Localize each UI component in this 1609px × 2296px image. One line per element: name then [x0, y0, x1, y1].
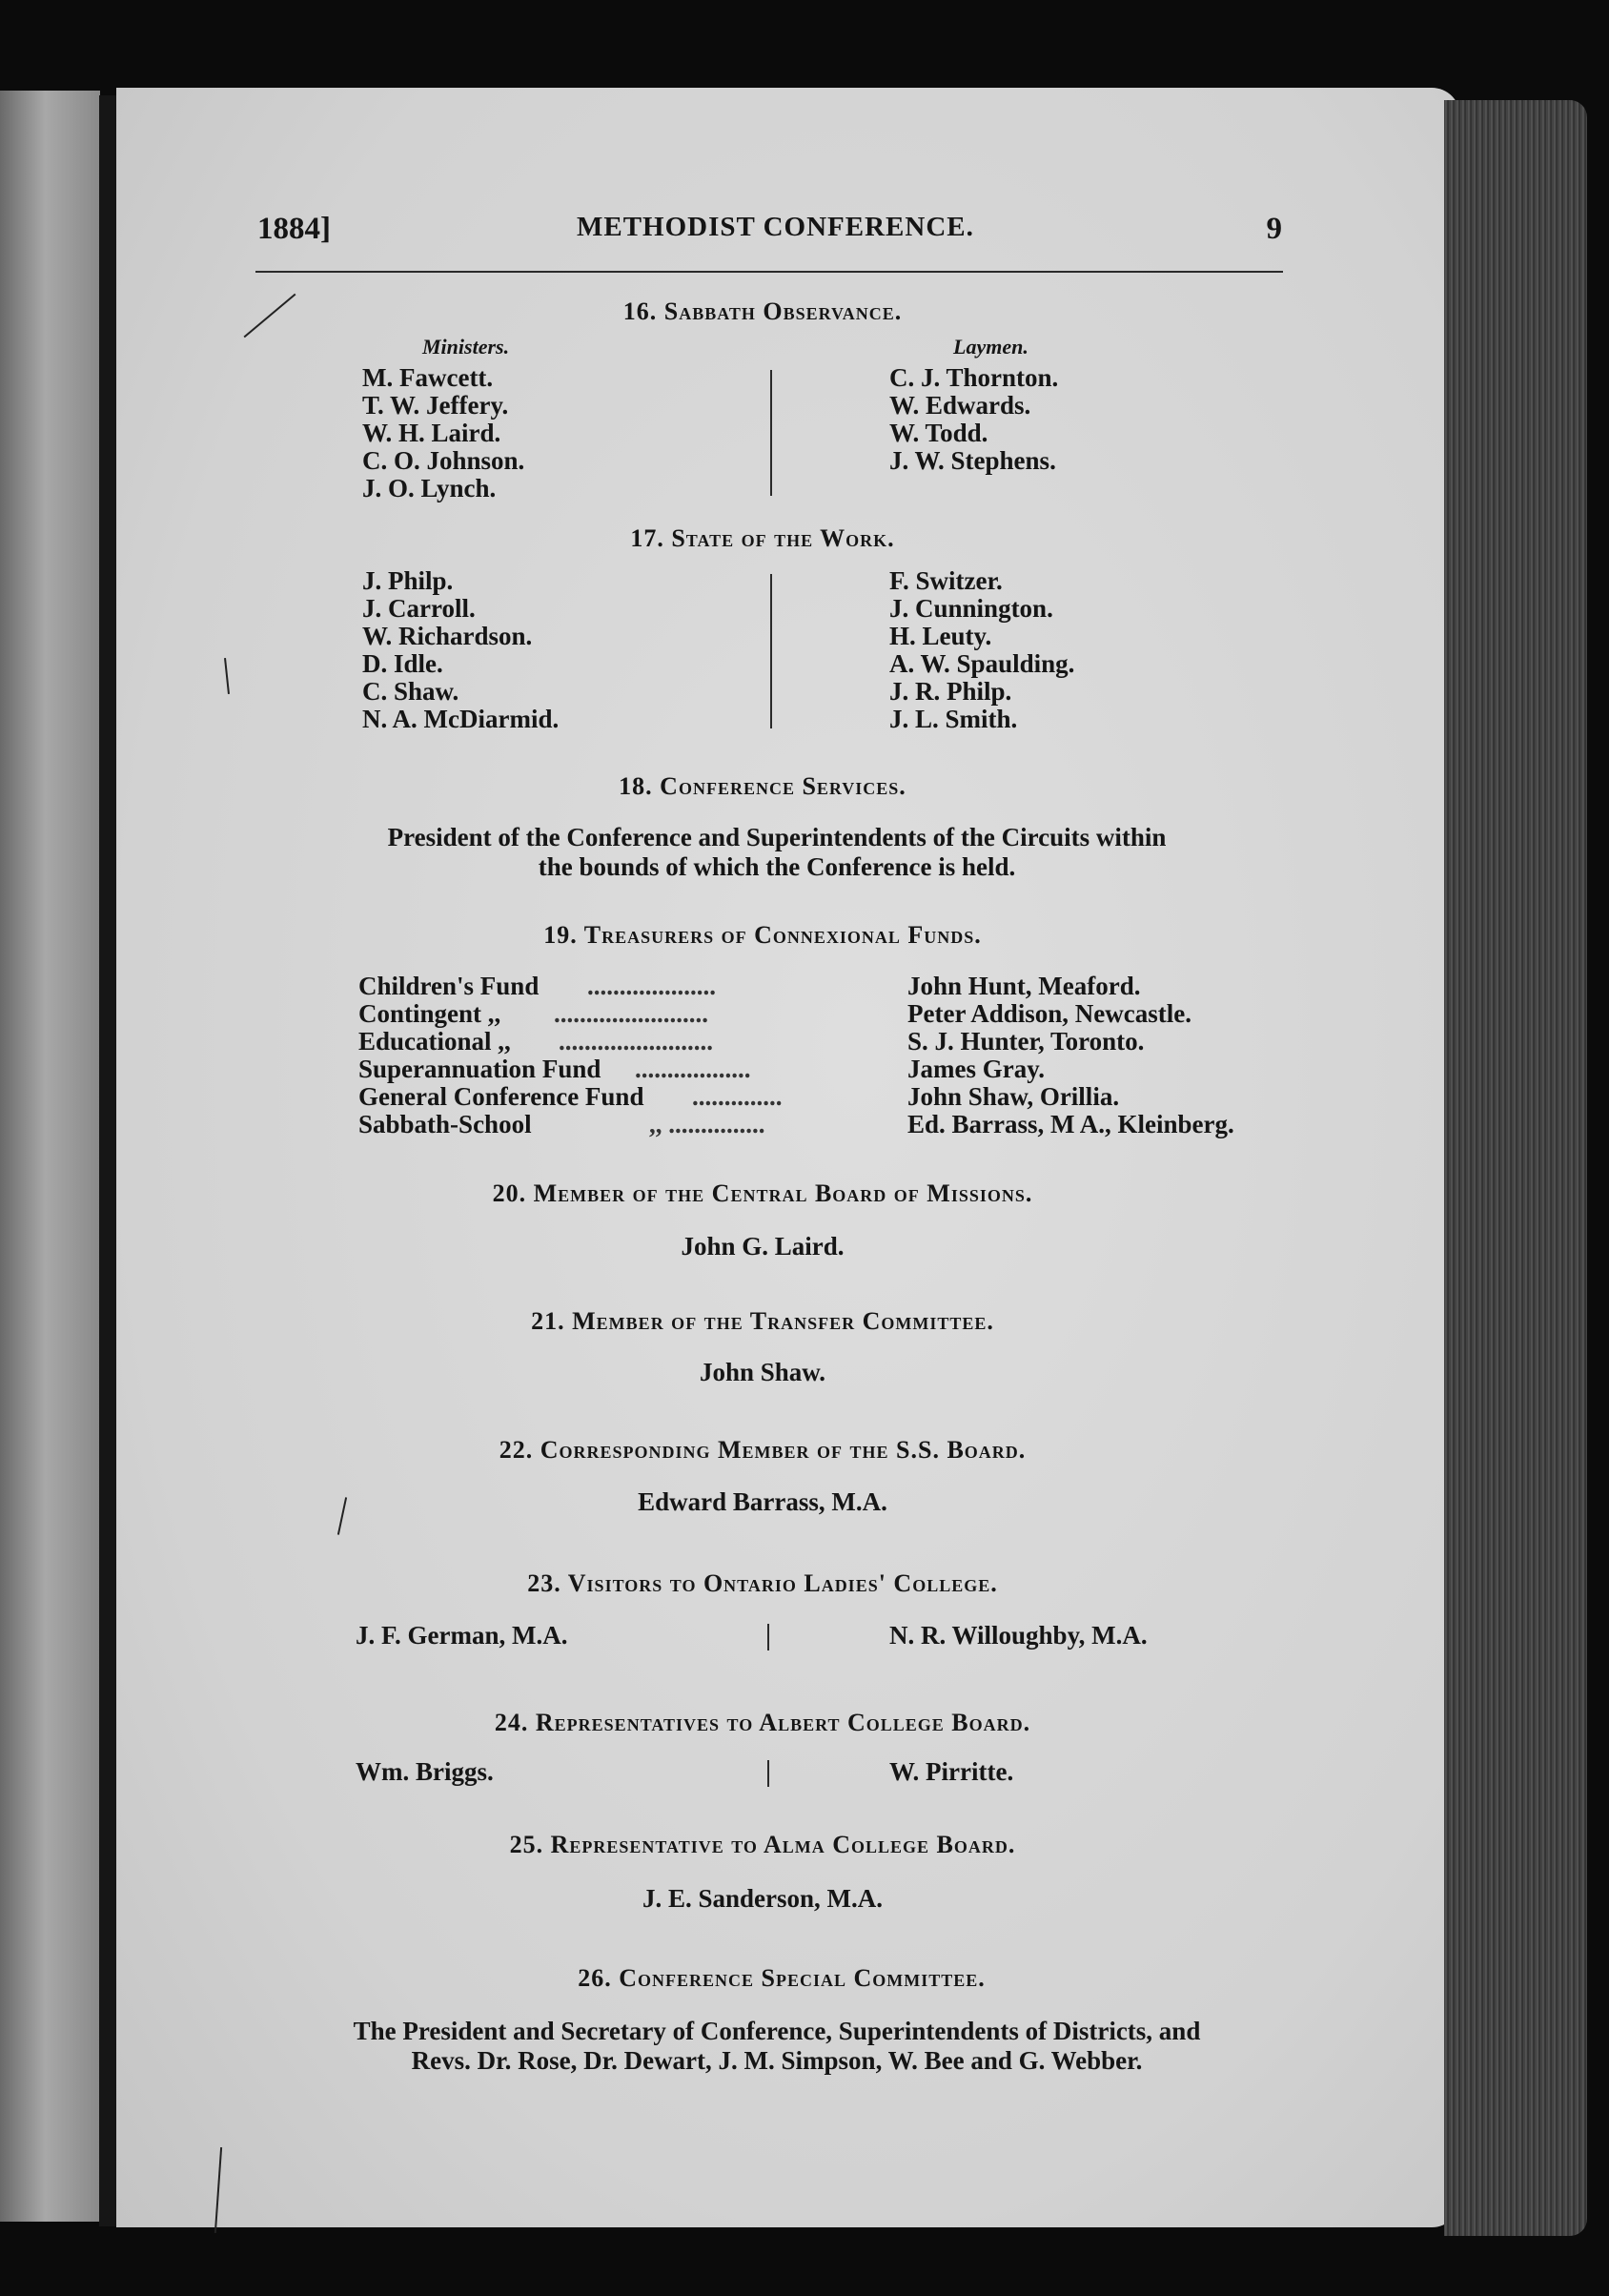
section-26-line-1: The President and Secretary of Conference, Superintendents of Districts, and: [353, 2017, 1201, 2045]
pencil-mark: [224, 658, 230, 694]
running-head-title: METHODIST CONFERENCE.: [577, 212, 974, 242]
layman-name: J. W. Stephens.: [889, 446, 1056, 475]
column-divider: [770, 370, 772, 496]
member-name: D. Idle.: [362, 649, 443, 678]
leader-dots: ....................: [587, 972, 716, 1000]
leader-dots: ..............: [692, 1082, 783, 1111]
column-divider: [767, 1624, 769, 1650]
member-name: J. Carroll.: [362, 594, 476, 623]
section-16-heading: 16. Sabbath Observance.: [622, 297, 903, 325]
fund-row: [358, 1110, 1273, 1138]
page-number: 9: [1266, 212, 1282, 246]
section-25-heading: 25. Representative to Alma College Board.: [509, 1831, 1016, 1858]
layman-name: C. J. Thornton.: [889, 363, 1059, 392]
member-name: J. L. Smith.: [889, 705, 1018, 733]
column-divider: [770, 574, 772, 728]
member-name: J. Cunnington.: [889, 594, 1053, 623]
running-head-year: 1884]: [257, 212, 331, 246]
column-divider: [767, 1760, 769, 1787]
member-name: H. Leuty.: [889, 622, 992, 650]
pencil-mark: [244, 294, 296, 338]
minister-name: W. H. Laird.: [362, 419, 501, 447]
fund-row: [358, 972, 1273, 999]
leader-dots: ..................: [635, 1055, 751, 1083]
pencil-mark: [214, 2147, 222, 2233]
minister-name: M. Fawcett.: [362, 363, 494, 392]
section-20-heading: 20. Member of the Central Board of Missions.: [492, 1179, 1033, 1207]
fund-row: [358, 999, 1273, 1027]
member-name: N. A. McDiarmid.: [362, 705, 560, 733]
minister-name: C. O. Johnson.: [362, 446, 525, 475]
section-17-heading: 17. State of the Work.: [630, 524, 895, 552]
fund-name: Educational ,,: [358, 1027, 511, 1056]
minister-name: T. W. Jeffery.: [362, 391, 509, 420]
leader-dots: ........................: [554, 999, 708, 1028]
header-rule: [255, 271, 1283, 273]
fund-name: Sabbath-School: [358, 1110, 532, 1138]
member-name: J. Philp.: [362, 566, 454, 595]
leader-dots: ........................: [559, 1027, 713, 1056]
section-25-name: J. E. Sanderson, M.A.: [642, 1884, 884, 1913]
leader-dots: ,, ...............: [649, 1110, 765, 1138]
section-18-line-2: the bounds of which the Conference is held.: [538, 852, 1016, 881]
treasurer-name: James Gray.: [907, 1055, 1045, 1083]
pencil-mark: [337, 1497, 347, 1535]
treasurer-name: John Hunt, Meaford.: [907, 972, 1141, 1000]
section-18-line-1: President of the Conference and Superintendents of the Circuits within: [387, 823, 1167, 851]
section-16-ministers: [362, 364, 524, 502]
representative-left: Wm. Briggs.: [356, 1757, 494, 1786]
section-20-name: John G. Laird.: [681, 1232, 845, 1261]
section-23-heading: 23. Visitors to Ontario Ladies' College.: [527, 1569, 998, 1597]
member-name: F. Switzer.: [889, 566, 1003, 595]
treasurer-name: S. J. Hunter, Toronto.: [907, 1027, 1145, 1056]
member-name: C. Shaw.: [362, 677, 459, 706]
fund-row: [358, 1027, 1273, 1055]
section-21-name: John Shaw.: [699, 1358, 826, 1386]
section-22-name: Edward Barrass, M.A.: [638, 1487, 887, 1516]
layman-name: W. Edwards.: [889, 391, 1031, 420]
fund-row: [358, 1082, 1273, 1110]
visitor-right: N. R. Willoughby, M.A.: [889, 1621, 1148, 1650]
layman-name: W. Todd.: [889, 419, 988, 447]
representative-right: W. Pirritte.: [889, 1757, 1014, 1786]
section-19-heading: 19. Treasurers of Connexional Funds.: [543, 921, 982, 949]
fund-name: Superannuation Fund: [358, 1055, 601, 1083]
section-17-right: [889, 567, 1074, 733]
section-26-line-2: Revs. Dr. Rose, Dr. Dewart, J. M. Simpson, W. Bee and G. Webber.: [411, 2046, 1143, 2075]
ministers-label: Ministers.: [422, 335, 510, 359]
section-21-heading: 21. Member of the Transfer Committee.: [531, 1307, 994, 1335]
fund-name: Contingent ,,: [358, 999, 501, 1028]
fund-row: [358, 1055, 1273, 1082]
laymen-label: Laymen.: [953, 335, 1029, 359]
member-name: W. Richardson.: [362, 622, 533, 650]
treasurer-name: John Shaw, Orillia.: [907, 1082, 1120, 1111]
section-22-heading: 22. Corresponding Member of the S.S. Board.: [499, 1436, 1027, 1464]
member-name: J. R. Philp.: [889, 677, 1012, 706]
treasurer-name: Ed. Barrass, M A., Kleinberg.: [907, 1110, 1234, 1138]
visitor-left: J. F. German, M.A.: [356, 1621, 568, 1650]
section-18-heading: 18. Conference Services.: [619, 772, 906, 800]
minister-name: J. O. Lynch.: [362, 474, 497, 502]
fund-name: Children's Fund: [358, 972, 540, 1000]
section-17-left: [362, 567, 559, 733]
section-16-laymen: [889, 364, 1058, 475]
running-head: [257, 212, 1282, 250]
section-26-heading: 26. Conference Special Committee.: [578, 1964, 986, 1992]
treasurer-name: Peter Addison, Newcastle.: [907, 999, 1191, 1028]
section-24-heading: 24. Representatives to Albert College Board.: [494, 1709, 1031, 1736]
fund-name: General Conference Fund: [358, 1082, 644, 1111]
member-name: A. W. Spaulding.: [889, 649, 1075, 678]
